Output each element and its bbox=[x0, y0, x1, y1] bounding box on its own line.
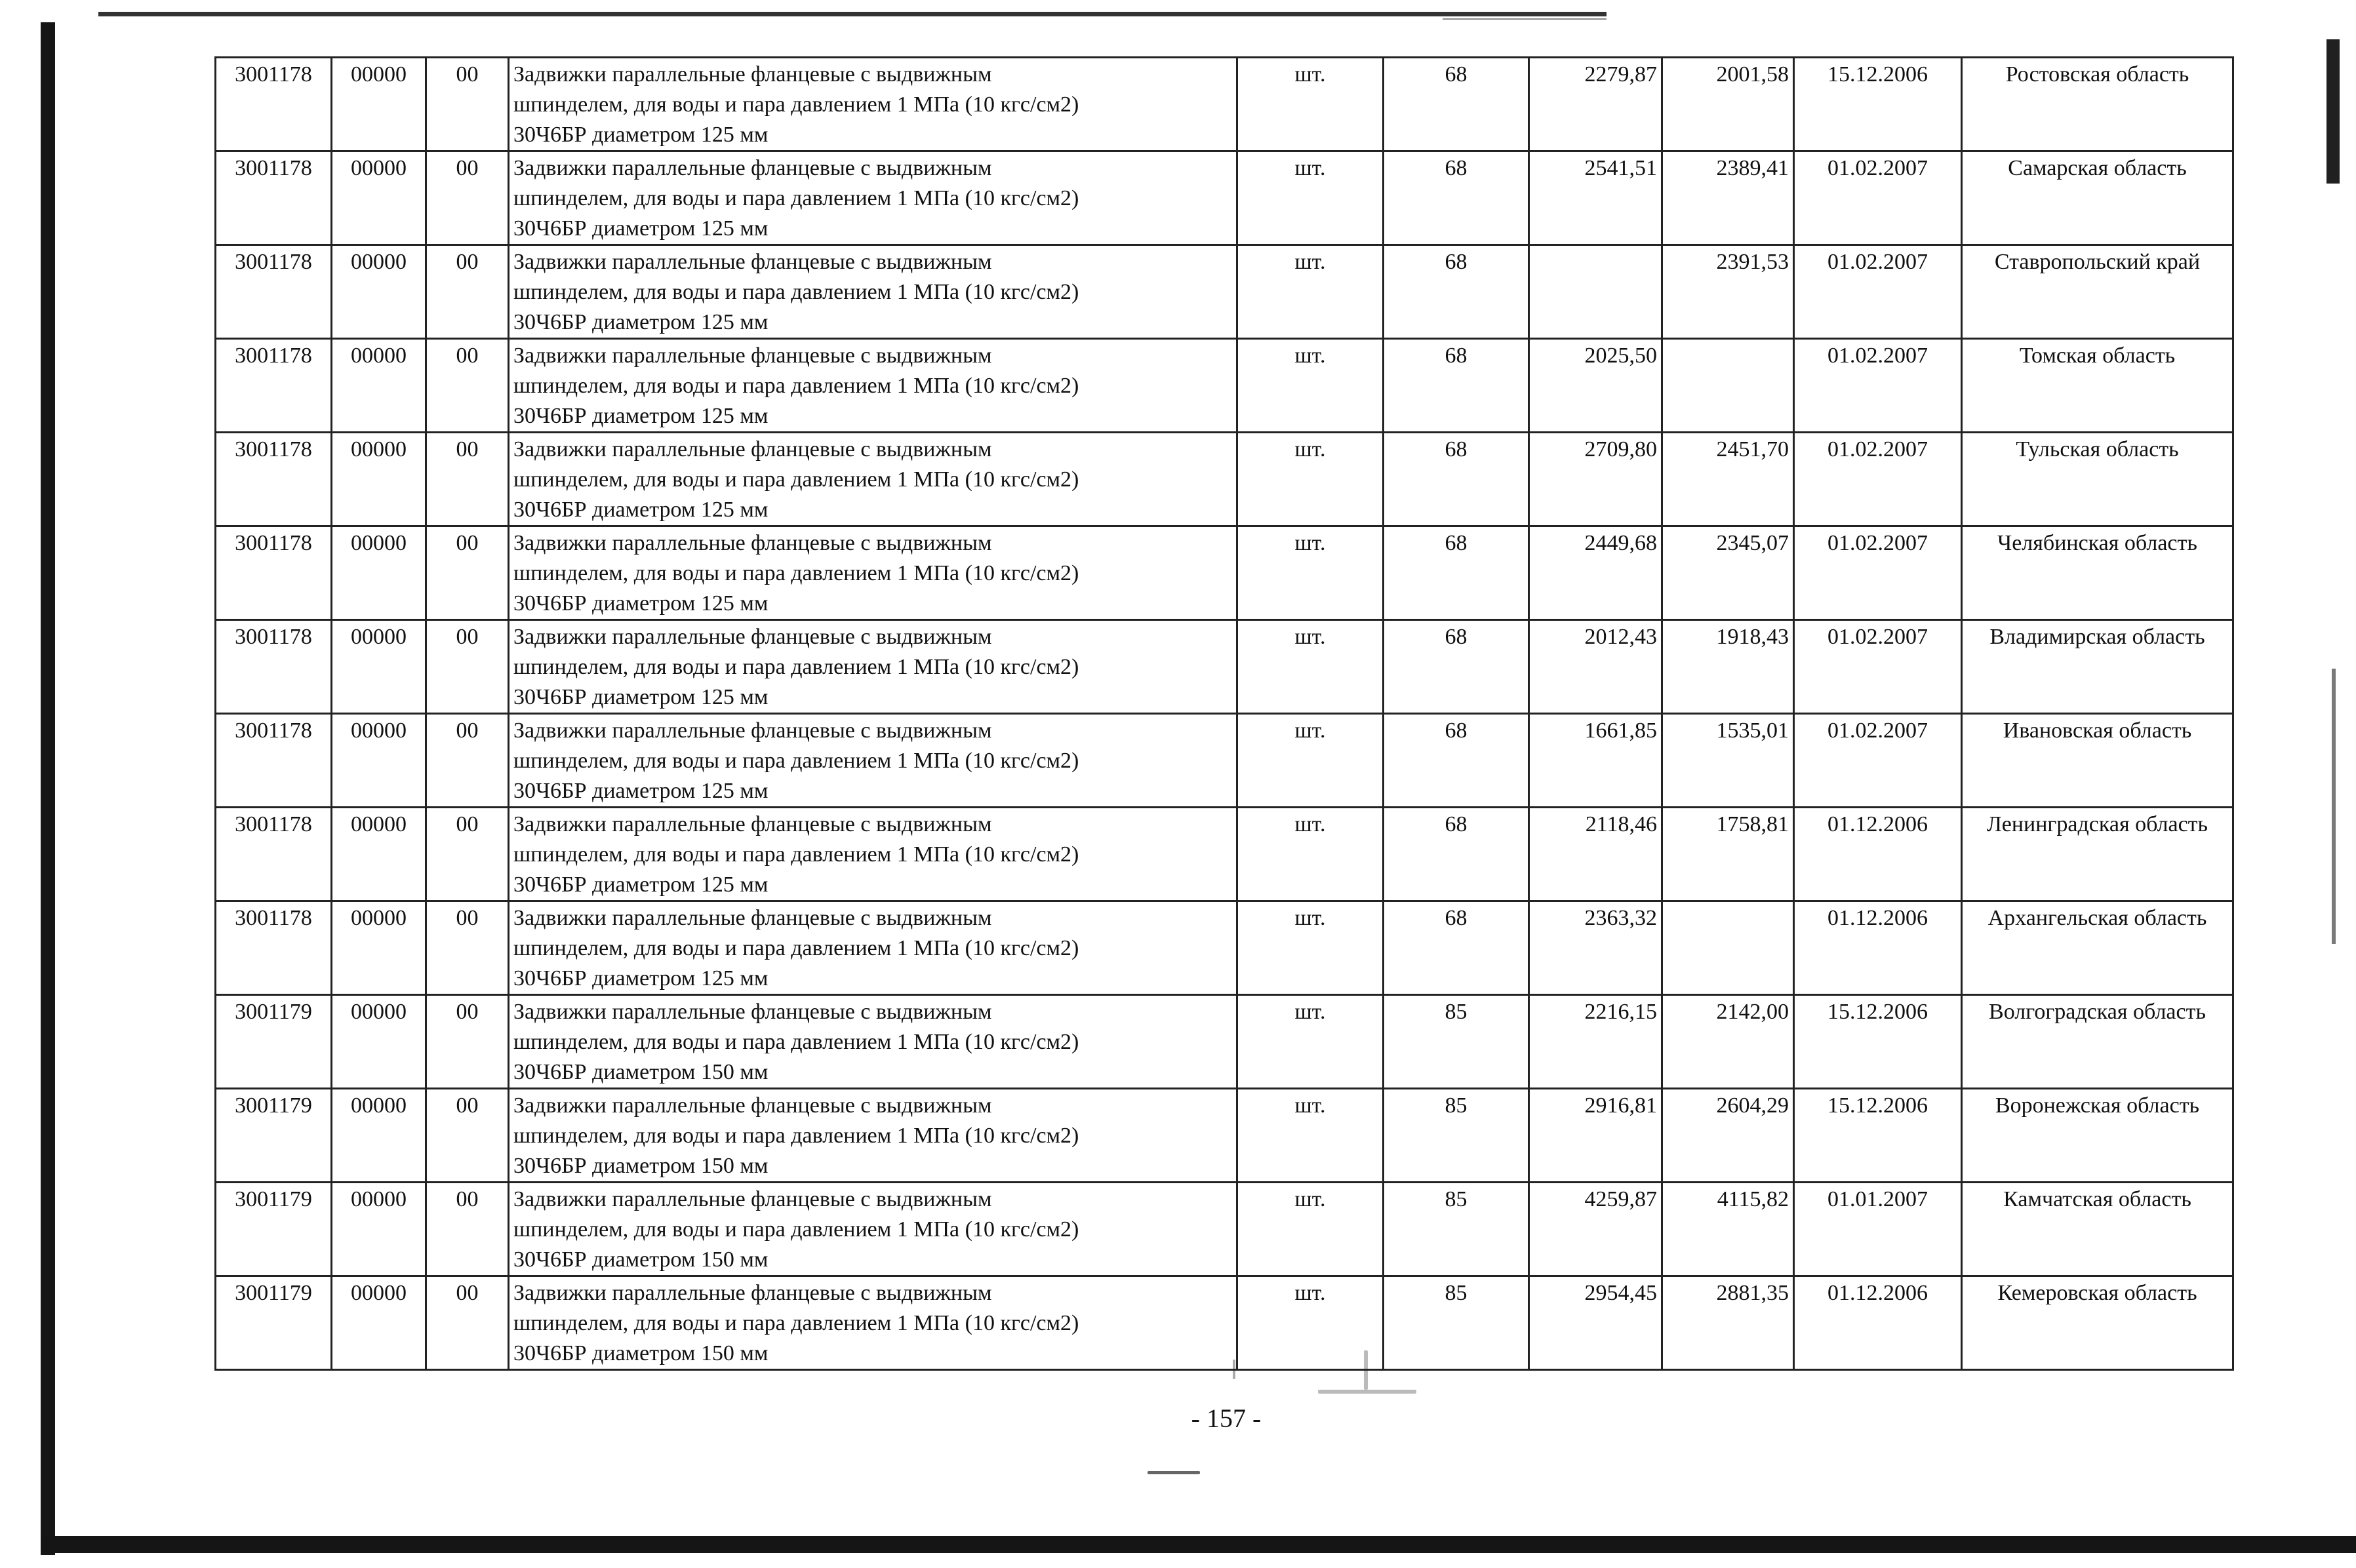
cell-date: 01.02.2007 bbox=[1794, 714, 1962, 808]
cell-date: 01.02.2007 bbox=[1794, 433, 1962, 526]
cell-region: Ивановская область bbox=[1962, 714, 2233, 808]
cell-description bbox=[509, 901, 1237, 995]
description-line: шпинделем, для воды и пара давлением 1 МПа (10 кгс/см2) bbox=[513, 1311, 1079, 1335]
description-line: шпинделем, для воды и пара давлением 1 МПа (10 кгс/см2) bbox=[513, 1030, 1079, 1054]
description-line: шпинделем, для воды и пара давлением 1 МПа (10 кгс/см2) bbox=[513, 936, 1079, 960]
description-line: шпинделем, для воды и пара давлением 1 МПа (10 кгс/см2) bbox=[513, 1217, 1079, 1242]
cell-region: Ставропольский край bbox=[1962, 245, 2233, 339]
table-row bbox=[216, 995, 2233, 1089]
cell-quantity: 85 bbox=[1384, 1276, 1529, 1370]
cell-price-2: 1758,81 bbox=[1662, 808, 1794, 901]
cell-description bbox=[509, 339, 1237, 433]
cell-code: 3001178 bbox=[216, 714, 332, 808]
cell-subcode: 00000 bbox=[332, 995, 426, 1089]
description-line: 30Ч6БР диаметром 125 мм bbox=[513, 591, 769, 616]
description-line: 30Ч6БР диаметром 125 мм bbox=[513, 779, 769, 803]
table-row bbox=[216, 433, 2233, 526]
cell-price-2 bbox=[1662, 339, 1794, 433]
cell-price-2: 2345,07 bbox=[1662, 526, 1794, 620]
scan-border-right bbox=[2326, 39, 2340, 184]
cell-description bbox=[509, 1089, 1237, 1183]
table-row bbox=[216, 1276, 2233, 1370]
cell-subsubcode: 00 bbox=[426, 714, 509, 808]
cell-code: 3001178 bbox=[216, 808, 332, 901]
cell-quantity: 68 bbox=[1384, 901, 1529, 995]
cell-description bbox=[509, 714, 1237, 808]
table-row bbox=[216, 151, 2233, 245]
description-line: Задвижки параллельные фланцевые с выдвижным bbox=[513, 625, 992, 649]
cell-subsubcode: 00 bbox=[426, 995, 509, 1089]
cell-description bbox=[509, 58, 1237, 151]
cell-date: 01.12.2006 bbox=[1794, 1276, 1962, 1370]
cell-subsubcode: 00 bbox=[426, 1276, 509, 1370]
cell-price-1: 4259,87 bbox=[1529, 1183, 1662, 1276]
scan-gap bbox=[0, 0, 98, 22]
cell-subcode: 00000 bbox=[332, 433, 426, 526]
table-row bbox=[216, 620, 2233, 714]
description-line: 30Ч6БР диаметром 125 мм bbox=[513, 123, 769, 147]
description-line: Задвижки параллельные фланцевые с выдвижным bbox=[513, 156, 992, 180]
cell-date: 01.02.2007 bbox=[1794, 151, 1962, 245]
cell-subcode: 00000 bbox=[332, 1089, 426, 1183]
cell-description bbox=[509, 433, 1237, 526]
cell-code: 3001179 bbox=[216, 1276, 332, 1370]
cell-description bbox=[509, 526, 1237, 620]
price-table bbox=[214, 56, 2234, 1371]
cell-unit: шт. bbox=[1237, 433, 1384, 526]
cell-subcode: 00000 bbox=[332, 245, 426, 339]
cell-quantity: 85 bbox=[1384, 1089, 1529, 1183]
cell-unit: шт. bbox=[1237, 58, 1384, 151]
cell-price-1: 1661,85 bbox=[1529, 714, 1662, 808]
cell-subsubcode: 00 bbox=[426, 1089, 509, 1183]
cell-price-1: 2279,87 bbox=[1529, 58, 1662, 151]
cell-subcode: 00000 bbox=[332, 1276, 426, 1370]
description-line: 30Ч6БР диаметром 125 мм bbox=[513, 404, 769, 428]
description-line: шпинделем, для воды и пара давлением 1 МПа (10 кгс/см2) bbox=[513, 842, 1079, 867]
description-line: 30Ч6БР диаметром 125 мм bbox=[513, 872, 769, 897]
description-line: шпинделем, для воды и пара давлением 1 МПа (10 кгс/см2) bbox=[513, 467, 1079, 492]
cell-price-1: 2012,43 bbox=[1529, 620, 1662, 714]
cell-price-2: 2142,00 bbox=[1662, 995, 1794, 1089]
cell-price-1: 2025,50 bbox=[1529, 339, 1662, 433]
cell-code: 3001179 bbox=[216, 995, 332, 1089]
cell-subsubcode: 00 bbox=[426, 58, 509, 151]
description-line: шпинделем, для воды и пара давлением 1 МПа (10 кгс/см2) bbox=[513, 92, 1079, 117]
cell-date: 01.12.2006 bbox=[1794, 901, 1962, 995]
cell-quantity: 68 bbox=[1384, 620, 1529, 714]
cell-subcode: 00000 bbox=[332, 901, 426, 995]
page-number: - 157 - bbox=[1191, 1403, 1262, 1433]
description-line: 30Ч6БР диаметром 125 мм bbox=[513, 685, 769, 709]
cell-price-2: 1535,01 bbox=[1662, 714, 1794, 808]
cell-price-1: 2363,32 bbox=[1529, 901, 1662, 995]
cell-subcode: 00000 bbox=[332, 1183, 426, 1276]
cell-description bbox=[509, 1183, 1237, 1276]
cell-code: 3001178 bbox=[216, 339, 332, 433]
cell-description bbox=[509, 620, 1237, 714]
cell-description bbox=[509, 808, 1237, 901]
cell-subcode: 00000 bbox=[332, 620, 426, 714]
cell-code: 3001178 bbox=[216, 901, 332, 995]
cell-quantity: 85 bbox=[1384, 995, 1529, 1089]
description-line: Задвижки параллельные фланцевые с выдвижным bbox=[513, 812, 992, 836]
description-line: Задвижки параллельные фланцевые с выдвижным bbox=[513, 1000, 992, 1024]
cell-region: Челябинская область bbox=[1962, 526, 2233, 620]
cell-description bbox=[509, 1276, 1237, 1370]
cell-description bbox=[509, 151, 1237, 245]
description-line: шпинделем, для воды и пара давлением 1 МПа (10 кгс/см2) bbox=[513, 186, 1079, 210]
description-line: 30Ч6БР диаметром 125 мм bbox=[513, 216, 769, 241]
cell-region: Владимирская область bbox=[1962, 620, 2233, 714]
scan-border-bottom bbox=[41, 1536, 2356, 1553]
cell-quantity: 68 bbox=[1384, 433, 1529, 526]
table-row bbox=[216, 245, 2233, 339]
cell-price-2 bbox=[1662, 901, 1794, 995]
description-line: Задвижки параллельные фланцевые с выдвижным bbox=[513, 250, 992, 274]
cell-unit: шт. bbox=[1237, 808, 1384, 901]
scan-border-right-fade bbox=[2332, 669, 2336, 944]
cell-region: Архангельская область bbox=[1962, 901, 2233, 995]
cell-unit: шт. bbox=[1237, 339, 1384, 433]
cell-region: Кемеровская область bbox=[1962, 1276, 2233, 1370]
cell-price-1: 2916,81 bbox=[1529, 1089, 1662, 1183]
cell-price-2: 2451,70 bbox=[1662, 433, 1794, 526]
cell-subsubcode: 00 bbox=[426, 151, 509, 245]
cell-unit: шт. bbox=[1237, 995, 1384, 1089]
cell-price-1: 2118,46 bbox=[1529, 808, 1662, 901]
cell-date: 01.01.2007 bbox=[1794, 1183, 1962, 1276]
table-row bbox=[216, 1089, 2233, 1183]
cell-unit: шт. bbox=[1237, 1183, 1384, 1276]
cell-description bbox=[509, 995, 1237, 1089]
scan-border-left bbox=[41, 0, 55, 1555]
description-line: 30Ч6БР диаметром 150 мм bbox=[513, 1060, 769, 1084]
cell-quantity: 68 bbox=[1384, 58, 1529, 151]
description-line: Задвижки параллельные фланцевые с выдвижным bbox=[513, 1093, 992, 1118]
cell-subcode: 00000 bbox=[332, 714, 426, 808]
description-line: 30Ч6БР диаметром 125 мм bbox=[513, 966, 769, 990]
description-line: 30Ч6БР диаметром 150 мм bbox=[513, 1341, 769, 1365]
table-row bbox=[216, 901, 2233, 995]
description-line: 30Ч6БР диаметром 125 мм bbox=[513, 310, 769, 334]
cell-region: Ленинградская область bbox=[1962, 808, 2233, 901]
cell-subsubcode: 00 bbox=[426, 433, 509, 526]
description-line: шпинделем, для воды и пара давлением 1 МПа (10 кгс/см2) bbox=[513, 374, 1079, 398]
cell-price-1: 2954,45 bbox=[1529, 1276, 1662, 1370]
description-line: шпинделем, для воды и пара давлением 1 МПа (10 кгс/см2) bbox=[513, 749, 1079, 773]
cell-subcode: 00000 bbox=[332, 151, 426, 245]
cell-unit: шт. bbox=[1237, 620, 1384, 714]
description-line: Задвижки параллельные фланцевые с выдвижным bbox=[513, 343, 992, 368]
cell-price-2: 2604,29 bbox=[1662, 1089, 1794, 1183]
cell-region: Камчатская область bbox=[1962, 1183, 2233, 1276]
cell-price-1: 2449,68 bbox=[1529, 526, 1662, 620]
cell-unit: шт. bbox=[1237, 901, 1384, 995]
cell-price-1 bbox=[1529, 245, 1662, 339]
cell-price-2: 4115,82 bbox=[1662, 1183, 1794, 1276]
cell-unit: шт. bbox=[1237, 526, 1384, 620]
description-line: шпинделем, для воды и пара давлением 1 МПа (10 кгс/см2) bbox=[513, 655, 1079, 679]
cell-subcode: 00000 bbox=[332, 526, 426, 620]
cell-unit: шт. bbox=[1237, 1089, 1384, 1183]
cell-quantity: 68 bbox=[1384, 808, 1529, 901]
cell-quantity: 85 bbox=[1384, 1183, 1529, 1276]
cell-price-2: 2391,53 bbox=[1662, 245, 1794, 339]
cell-unit: шт. bbox=[1237, 245, 1384, 339]
cell-region: Воронежская область bbox=[1962, 1089, 2233, 1183]
cell-region: Томская область bbox=[1962, 339, 2233, 433]
scan-border-top bbox=[98, 12, 1607, 16]
cell-date: 15.12.2006 bbox=[1794, 1089, 1962, 1183]
cell-subsubcode: 00 bbox=[426, 620, 509, 714]
table-row bbox=[216, 526, 2233, 620]
table-row bbox=[216, 808, 2233, 901]
cell-region: Тульская область bbox=[1962, 433, 2233, 526]
table-row bbox=[216, 58, 2233, 151]
cell-quantity: 68 bbox=[1384, 714, 1529, 808]
cell-date: 01.02.2007 bbox=[1794, 339, 1962, 433]
description-line: Задвижки параллельные фланцевые с выдвижным bbox=[513, 906, 992, 930]
cell-price-2: 1918,43 bbox=[1662, 620, 1794, 714]
cell-code: 3001178 bbox=[216, 245, 332, 339]
cell-code: 3001179 bbox=[216, 1089, 332, 1183]
scan-speck bbox=[1318, 1390, 1416, 1394]
cell-date: 01.02.2007 bbox=[1794, 245, 1962, 339]
cell-date: 01.12.2006 bbox=[1794, 808, 1962, 901]
cell-subsubcode: 00 bbox=[426, 339, 509, 433]
cell-code: 3001178 bbox=[216, 526, 332, 620]
description-line: Задвижки параллельные фланцевые с выдвижным bbox=[513, 531, 992, 555]
description-line: 30Ч6БР диаметром 150 мм bbox=[513, 1154, 769, 1178]
cell-region: Ростовская область bbox=[1962, 58, 2233, 151]
cell-quantity: 68 bbox=[1384, 151, 1529, 245]
description-line: Задвижки параллельные фланцевые с выдвижным bbox=[513, 62, 992, 87]
cell-unit: шт. bbox=[1237, 151, 1384, 245]
cell-date: 01.02.2007 bbox=[1794, 526, 1962, 620]
cell-region: Самарская область bbox=[1962, 151, 2233, 245]
cell-code: 3001178 bbox=[216, 58, 332, 151]
cell-price-2: 2881,35 bbox=[1662, 1276, 1794, 1370]
cell-code: 3001179 bbox=[216, 1183, 332, 1276]
cell-price-2: 2001,58 bbox=[1662, 58, 1794, 151]
table-row bbox=[216, 339, 2233, 433]
description-line: Задвижки параллельные фланцевые с выдвижным bbox=[513, 1281, 992, 1305]
cell-subsubcode: 00 bbox=[426, 808, 509, 901]
description-line: шпинделем, для воды и пара давлением 1 МПа (10 кгс/см2) bbox=[513, 1124, 1079, 1148]
cell-price-1: 2709,80 bbox=[1529, 433, 1662, 526]
cell-quantity: 68 bbox=[1384, 245, 1529, 339]
description-line: шпинделем, для воды и пара давлением 1 МПа (10 кгс/см2) bbox=[513, 561, 1079, 585]
description-line: 30Ч6БР диаметром 125 мм bbox=[513, 498, 769, 522]
scan-speck bbox=[1148, 1471, 1200, 1474]
cell-description bbox=[509, 245, 1237, 339]
description-line: Задвижки параллельные фланцевые с выдвижным bbox=[513, 1187, 992, 1211]
description-line: 30Ч6БР диаметром 150 мм bbox=[513, 1247, 769, 1272]
cell-subcode: 00000 bbox=[332, 808, 426, 901]
table-row bbox=[216, 714, 2233, 808]
cell-code: 3001178 bbox=[216, 433, 332, 526]
cell-unit: шт. bbox=[1237, 714, 1384, 808]
scan-border-top-fade bbox=[1443, 18, 1607, 20]
table-body bbox=[216, 58, 2233, 1370]
cell-quantity: 68 bbox=[1384, 339, 1529, 433]
cell-price-1: 2216,15 bbox=[1529, 995, 1662, 1089]
cell-region: Волгоградская область bbox=[1962, 995, 2233, 1089]
cell-date: 15.12.2006 bbox=[1794, 995, 1962, 1089]
cell-code: 3001178 bbox=[216, 620, 332, 714]
cell-subsubcode: 00 bbox=[426, 1183, 509, 1276]
cell-subsubcode: 00 bbox=[426, 526, 509, 620]
description-line: шпинделем, для воды и пара давлением 1 МПа (10 кгс/см2) bbox=[513, 280, 1079, 304]
cell-quantity: 68 bbox=[1384, 526, 1529, 620]
cell-subcode: 00000 bbox=[332, 339, 426, 433]
cell-subsubcode: 00 bbox=[426, 901, 509, 995]
cell-price-1: 2541,51 bbox=[1529, 151, 1662, 245]
description-line: Задвижки параллельные фланцевые с выдвижным bbox=[513, 718, 992, 743]
cell-date: 15.12.2006 bbox=[1794, 58, 1962, 151]
cell-code: 3001178 bbox=[216, 151, 332, 245]
cell-unit: шт. bbox=[1237, 1276, 1384, 1370]
cell-price-2: 2389,41 bbox=[1662, 151, 1794, 245]
cell-date: 01.02.2007 bbox=[1794, 620, 1962, 714]
table-row bbox=[216, 1183, 2233, 1276]
cell-subsubcode: 00 bbox=[426, 245, 509, 339]
description-line: Задвижки параллельные фланцевые с выдвижным bbox=[513, 437, 992, 461]
cell-subcode: 00000 bbox=[332, 58, 426, 151]
